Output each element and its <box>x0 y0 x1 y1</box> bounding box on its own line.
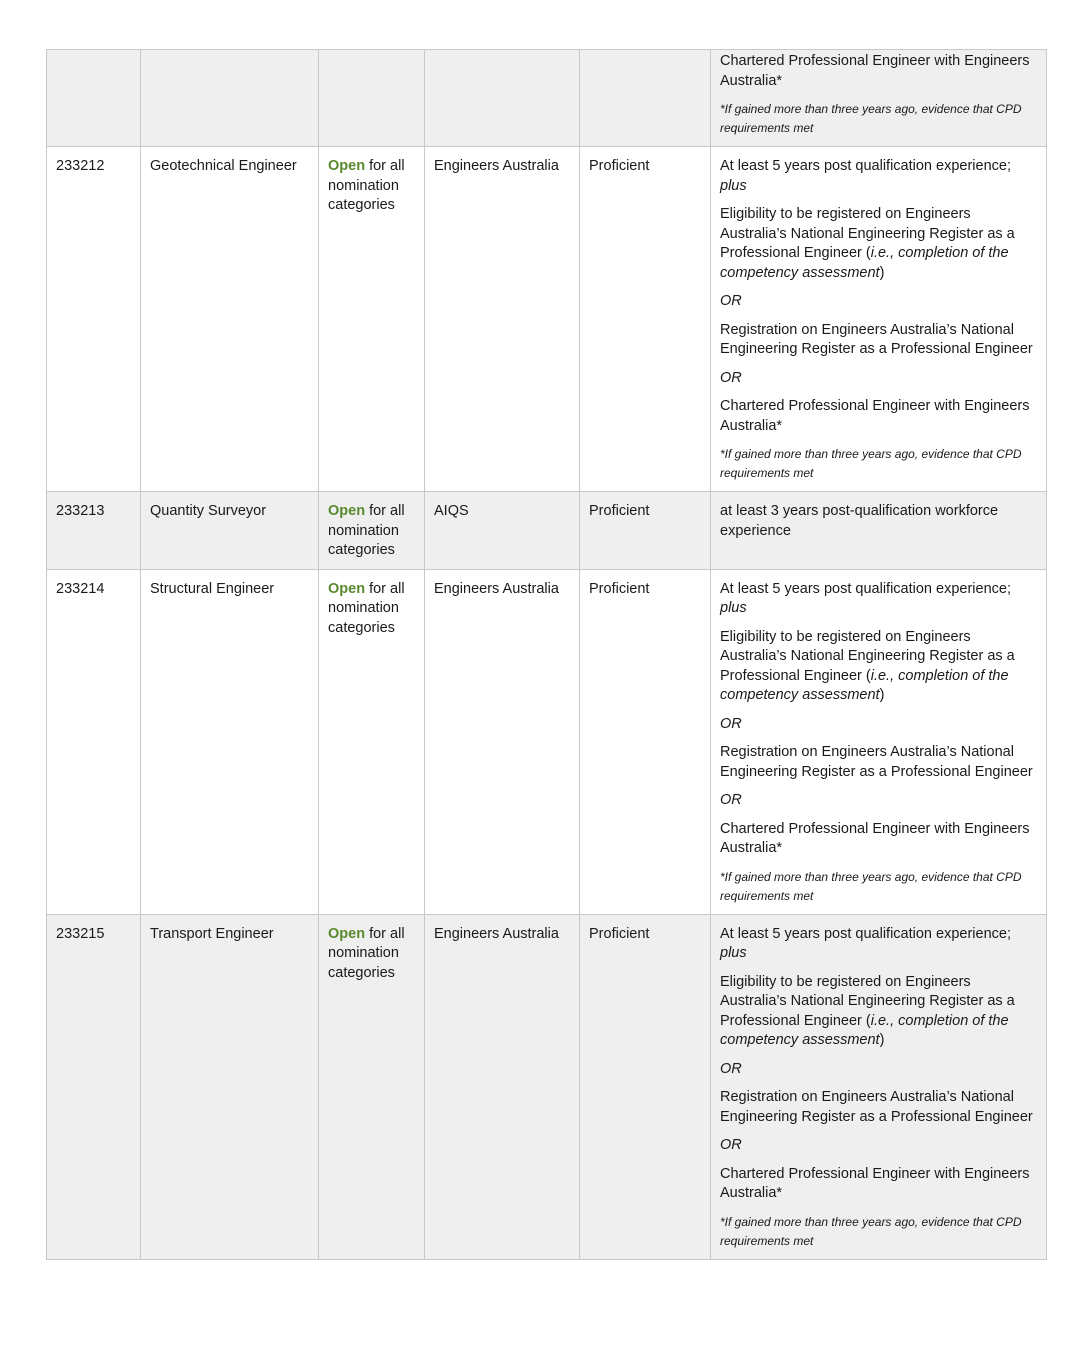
cpd-note: *If gained more than three years ago, evidence that CPD requirements met <box>720 102 1022 135</box>
occupation-cell: Transport Engineer <box>141 914 319 1259</box>
code-cell: 233212 <box>47 147 141 492</box>
experience-text: at least 3 years post-qualification workforce experience <box>720 503 999 539</box>
cpd-note: *If gained more than three years ago, evidence that CPD requirements met <box>720 1214 1022 1248</box>
assessing-authority-cell: Engineers Australia <box>425 147 580 492</box>
assessing-authority-cell: Engineers Australia <box>425 569 580 914</box>
cpd-note: *If gained more than three years ago, evidence that CPD requirements met <box>720 869 1022 903</box>
eligibility-text: Eligibility to be registered on Engineers Australia’s National Engineering Register as a Professional Engineer (i.e., completion of the competency assessment) <box>720 206 1015 281</box>
status-suffix: for all nomination categories <box>328 503 405 558</box>
or-text: OR <box>720 1137 742 1153</box>
occupation-table <box>46 49 1047 1260</box>
requirements-cell <box>711 914 1047 1259</box>
requirements-cell <box>711 492 1047 570</box>
status-cell <box>319 50 425 147</box>
code-cell: 233215 <box>47 914 141 1259</box>
table-row <box>47 147 1047 492</box>
or-text: OR <box>720 792 742 808</box>
chartered-text: Chartered Professional Engineer with Engineers Australia* <box>720 398 1030 434</box>
chartered-text: Chartered Professional Engineer with Engineers Australia* <box>720 1165 1030 1201</box>
status-suffix: for all nomination categories <box>328 925 405 981</box>
cpd-note: *If gained more than three years ago, evidence that CPD requirements met <box>720 447 1022 480</box>
english-cell: Proficient <box>580 569 711 914</box>
chartered-text: Chartered Professional Engineer with Engineers Australia* <box>720 820 1030 856</box>
or-text: OR <box>720 369 742 386</box>
occupation-cell: Structural Engineer <box>141 569 319 914</box>
occupation-cell: Geotechnical Engineer <box>141 147 319 492</box>
experience-text: At least 5 years post qualification experience; plus <box>720 925 1011 961</box>
chartered-text: Chartered Professional Engineer with Engineers Australia* <box>720 53 1030 89</box>
english-cell: Proficient <box>580 914 711 1259</box>
table-row <box>47 569 1047 914</box>
registration-text: Registration on Engineers Australia’s National Engineering Register as a Professional Engineer <box>720 321 1033 357</box>
status-open: Open <box>328 503 366 519</box>
or-text: OR <box>720 293 742 309</box>
occupation-cell <box>141 50 319 147</box>
status-open: Open <box>328 580 366 597</box>
code-cell <box>47 50 141 147</box>
table-row <box>47 914 1047 1259</box>
assessing-authority-cell <box>425 50 580 147</box>
code-cell: 233213 <box>47 492 141 570</box>
code-cell: 233214 <box>47 569 141 914</box>
status-suffix: for all nomination categories <box>328 580 405 636</box>
requirements-cell <box>711 50 1047 147</box>
experience-text: At least 5 years post qualification experience; plus <box>720 158 1011 194</box>
status-cell <box>319 147 425 492</box>
status-open: Open <box>328 158 366 174</box>
english-cell <box>580 50 711 147</box>
status-cell <box>319 914 425 1259</box>
requirements-cell <box>711 147 1047 492</box>
table-row <box>47 492 1047 570</box>
english-cell: Proficient <box>580 492 711 570</box>
status-suffix: for all nomination categories <box>328 158 405 213</box>
eligibility-text: Eligibility to be registered on Engineers Australia’s National Engineering Register as a Professional Engineer (i.e., completion of the competency assessment) <box>720 973 1015 1048</box>
eligibility-text: Eligibility to be registered on Engineers Australia’s National Engineering Register as a Professional Engineer (i.e., completion of the competency assessment) <box>720 628 1015 703</box>
assessing-authority-cell: AIQS <box>425 492 580 570</box>
occupation-cell: Quantity Surveyor <box>141 492 319 570</box>
status-open: Open <box>328 925 366 942</box>
table-row <box>47 50 1047 147</box>
status-cell <box>319 492 425 570</box>
registration-text: Registration on Engineers Australia’s National Engineering Register as a Professional Engineer <box>720 1089 1033 1125</box>
assessing-authority-cell: Engineers Australia <box>425 914 580 1259</box>
or-text: OR <box>720 715 742 732</box>
status-cell <box>319 569 425 914</box>
registration-text: Registration on Engineers Australia’s National Engineering Register as a Professional Engineer <box>720 744 1033 780</box>
english-cell: Proficient <box>580 147 711 492</box>
requirements-cell <box>711 569 1047 914</box>
or-text: OR <box>720 1060 742 1077</box>
experience-text: At least 5 years post qualification experience; plus <box>720 580 1011 616</box>
